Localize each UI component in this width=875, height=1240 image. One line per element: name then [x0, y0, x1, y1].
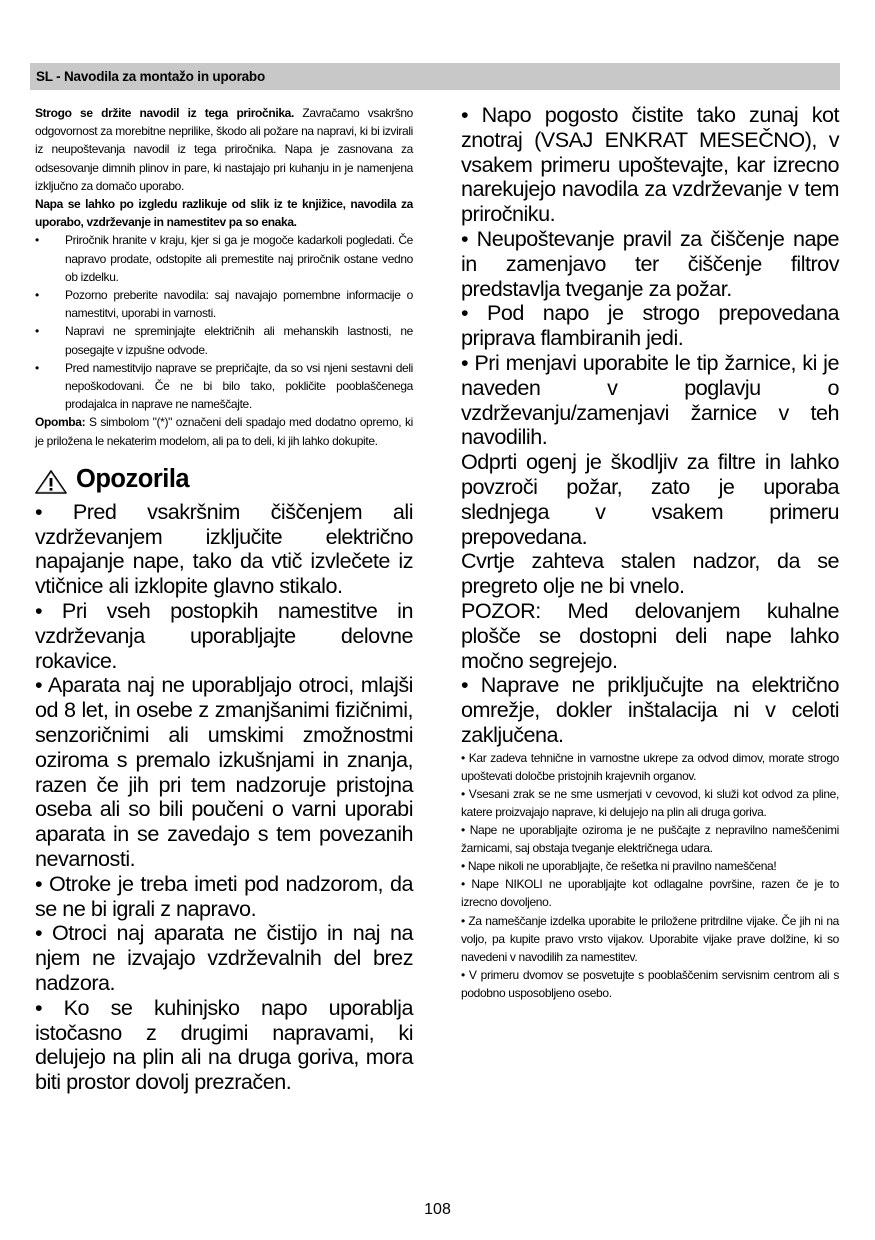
warning-item: • Pri vseh postopkih namestitve in vzdrževanja uporabljajte delovne rokavice.: [35, 598, 413, 673]
warnings-heading: [34, 464, 413, 500]
warning-item: Odprti ogenj je škodljiv za filtre in lahko povzroči požar, zato je uporaba slednjega v vsakem primeru prepovedana.: [461, 449, 839, 549]
warnings-title: Opozorila: [76, 464, 190, 493]
warning-item: • Aparata naj ne uporabljajo otroci, mlajši od 8 let, in osebe z zmanjšanimi fizičnimi, senzoričnimi ali umskimi zmožnostmi oziroma s premalo izkušnjami in znanja, razen če jih pri tem nadzoruje pristojna oseba ali so bili poučeni o varni uporabi aparata in se zavedajo s tem povezanih nevarnosti.: [35, 672, 413, 872]
list-item: • Pred namestitvijo naprave se prepričajte, da so vsi njeni sestavni deli nepoškodovani. Če ne bi bilo tako, pokličite pooblaščenega prodajalca in naprave ne nameščajte.: [35, 360, 413, 412]
intro-bold: Strogo se držite navodil iz tega priročnika.: [35, 106, 294, 120]
section-header-bar: [30, 63, 840, 90]
warning-item: • Otroke je treba imeti pod nadzorom, da se ne bi igrali z napravo.: [35, 870, 413, 921]
warning-item: Cvrtje zahteva stalen nadzor, da se pregreto olje ne bi vnelo.: [461, 548, 839, 599]
bullet-icon: •: [35, 360, 39, 375]
left-column: [35, 104, 413, 1095]
warning-item: POZOR: Med delovanjem kuhalne plošče se dostopni deli nape lahko močno segrejejo.: [461, 597, 839, 673]
list-item: • Napravi ne spreminjajte električnih ali mehanskih lastnosti, ne posegajte v izpušne odvode.: [35, 324, 413, 357]
small-item: • Nape ne uporabljajte oziroma je ne puščajte z nepravilno nameščenimi žarnicami, saj obstaja tveganje električnega udara.: [461, 823, 839, 856]
note-text: S simbolom "(*)" označeni deli spadajo med dodatno opremo, ki je priložena le nekaterim modelom, ali pa to deli, ki jih lahko dokupite.: [35, 415, 413, 448]
small-item: • V primeru dvomov se posvetujte s pooblaščenim servisnim centrom ali s podobno usposobljeno osebo.: [461, 967, 839, 1000]
bullet-icon: •: [35, 233, 39, 248]
warning-item: • Neupoštevanje pravil za čiščenje nape in zamenjavo ter čiščenje filtrov predstavlja tveganje za požar.: [461, 225, 839, 301]
section-title: SL - Navodila za montažo in uporabo: [36, 69, 266, 84]
intro-text: Zavračamo vsakršno odgovornost za morebitne neprilike, škodo ali požare na napravi, ki bi izvirali iz neupoštevanja navodil iz tega priročnika. Napa je zasnovana za odsesovanje dimnih plinov in pare, ki nastajajo pri kuhanju in je namenjena izključno za domačo uporabo.: [35, 106, 413, 193]
right-column: [461, 103, 839, 1002]
bullet-list: [35, 231, 413, 413]
warning-item: • Otroci naj aparata ne čistijo in naj na njem ne izvajajo vzdrževalnih del brez nadzora.: [35, 920, 413, 995]
warning-item: • Pri menjavi uporabite le tip žarnice, ki je naveden v poglavju o vzdrževanju/zamenjavi žarnice v teh navodilih.: [461, 349, 839, 450]
small-item: • Nape nikoli ne uporabljajte, če rešetka ni pravilno nameščena!: [461, 859, 777, 874]
warning-item: • Napo pogosto čistite tako zunaj kot znotraj (VSAJ ENKRAT MESEČNO), v vsakem primeru upoštevajte, kar izrecno narekujejo navodila za vzdrževanje v tem priročniku.: [461, 102, 839, 227]
note-label: Opomba:: [35, 415, 86, 430]
bullet-icon: •: [35, 288, 39, 303]
page-number: 108: [424, 1201, 451, 1218]
bullet-icon: •: [35, 324, 39, 339]
list-item: • Priročnik hranite v kraju, kjer si ga je mogoče kadarkoli pogledati. Če napravo prodate, odstopite ali premestite naj priročnik ostane vedno ob izdelku.: [35, 233, 413, 284]
right-small-text: [461, 749, 839, 1002]
small-item: • Nape NIKOLI ne uporabljajte kot odlagalne površine, razen če je to izrecno dovoljeno.: [461, 877, 839, 910]
small-item: • Kar zadeva tehnične in varnostne ukrepe za odvod dimov, morate strogo upoštevati določbe pristojnih krajevnih organov.: [461, 750, 839, 783]
warning-item: • Naprave ne priključujte na električno omrežje, dokler inštalacija ni v celoti zaključena.: [461, 672, 839, 747]
warning-triangle-icon: [34, 469, 68, 495]
warning-item: • Pod napo je strogo prepovedana priprava flambiranih jedi.: [461, 300, 839, 351]
intro-paragraph: [35, 104, 413, 195]
small-item: • Za nameščanje izdelka uporabite le priložene pritrdilne vijake. Če jih ni na voljo, pa kupite pravo vrsto vijakov. Uporabite vijake prave dolžine, ki so navedeni v navodilih za namestitev.: [461, 913, 839, 964]
list-item: • Pozorno preberite navodila: saj navajajo pomembne informacije o namestitvi, uporabi in varnosti.: [35, 288, 413, 321]
right-large-text: [461, 103, 839, 748]
warning-item: • Ko se kuhinjsko napo uporablja istočasno z drugimi napravami, ki delujejo na plin ali na druga goriva, mora biti prostor dovolj prezračen.: [35, 994, 413, 1095]
warnings-list: [35, 500, 413, 1095]
warning-item: • Pred vsakršnim čiščenjem ali vzdrževanjem izključite električno napajanje nape, tako da vtič izvlečete iz vtičnice ali izklopite glavno stikalo.: [35, 498, 413, 599]
small-item: • Vsesani zrak se ne sme usmerjati v cevovod, ki služi kot odvod za pline, katere proizvajajo naprave, ki delujejo na plin ali druga goriva.: [461, 786, 839, 819]
note-paragraph: [35, 413, 413, 449]
intro-block: [35, 104, 413, 450]
bold-note: Napa se lahko po izgledu razlikuje od slik iz te knjižice, navodila za uporabo, vzdrževanje in namestitev pa so enaka.: [35, 197, 413, 230]
